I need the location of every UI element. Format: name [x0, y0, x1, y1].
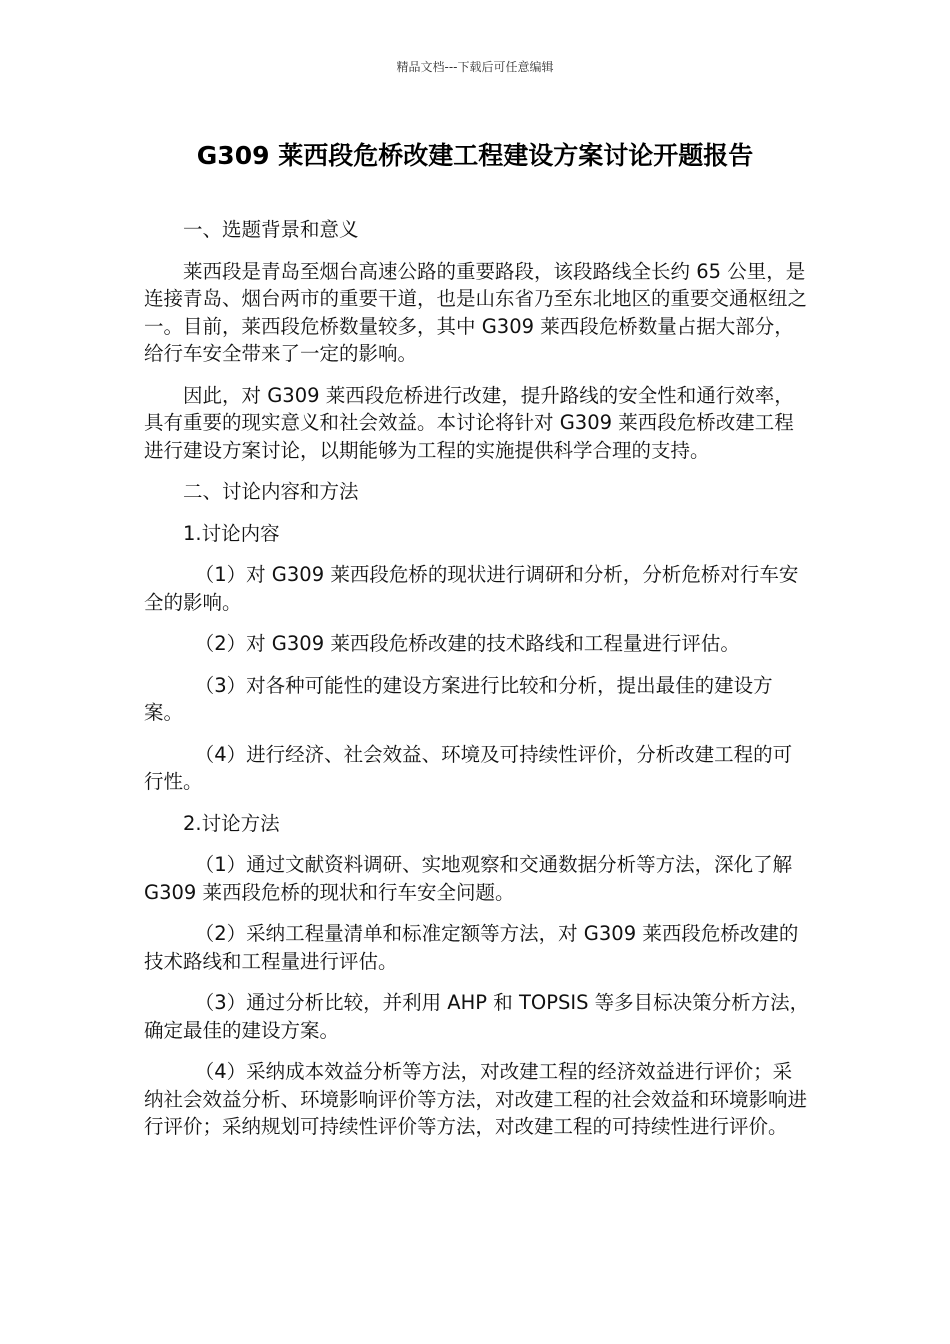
paragraph-significance: 因此，对 G309 莱西段危桥进行改建，提升路线的安全性和通行效率，具有重要的现实意义和社会效益。本讨论将针对 G309 莱西段危桥改建工程进行建设方案讨论，以期能够为工程的实施提供科学合理的支持。 [144, 383, 794, 462]
section-heading-background: 一、选题背景和意义 [183, 218, 359, 241]
document-body [144, 216, 810, 1155]
content-item: （3）对各种可能性的建设方案进行比较和分析，提出最佳的建设方案。 [144, 673, 773, 724]
document-title: G309 莱西段危桥改建工程建设方案讨论开题报告 [196, 141, 754, 170]
content-item: （4）进行经济、社会效益、环境及可持续性评价，分析改建工程的可行性。 [144, 742, 793, 793]
section-heading-content-method: 二、讨论内容和方法 [183, 480, 359, 503]
method-item: （2）采纳工程量清单和标准定额等方法，对 G309 莱西段危桥改建的技术路线和工程量进行评估。 [144, 922, 799, 973]
content-item: （1）对 G309 莱西段危桥的现状进行调研和分析，分析危桥对行车安全的影响。 [144, 563, 799, 614]
header-note: 精品文档---下载后可任意编辑 [396, 60, 554, 74]
method-item: （3）通过分析比较，并利用 AHP 和 TOPSIS 等多目标决策分析方法，确定最佳的建设方案。 [144, 991, 810, 1042]
paragraph-background: 莱西段是青岛至烟台高速公路的重要路段，该段路线全长约 65 公里，是连接青岛、烟台两市的重要干道，也是山东省乃至东北地区的重要交通枢纽之一。目前，莱西段危桥数量较多，其中 G309 莱西段危桥数量占据大部分，给行车安全带来了一定的影响。 [144, 259, 808, 365]
method-item: （4）采纳成本效益分析等方法，对改建工程的经济效益进行评价；采纳社会效益分析、环境影响评价等方法，对改建工程的社会效益和环境影响进行评价；采纳规划可持续性评价等方法，对改建工程的可持续性进行评价。 [144, 1060, 808, 1138]
subsection-heading-methods: 2.讨论方法 [183, 811, 280, 835]
subsection-heading-content: 1.讨论内容 [183, 521, 280, 545]
content-item: （2）对 G309 莱西段危桥改建的技术路线和工程量进行评估。 [194, 632, 740, 655]
method-item: （1）通过文献资料调研、实地观察和交通数据分析等方法，深化了解 G309 莱西段危桥的现状和行车安全问题。 [144, 853, 793, 904]
